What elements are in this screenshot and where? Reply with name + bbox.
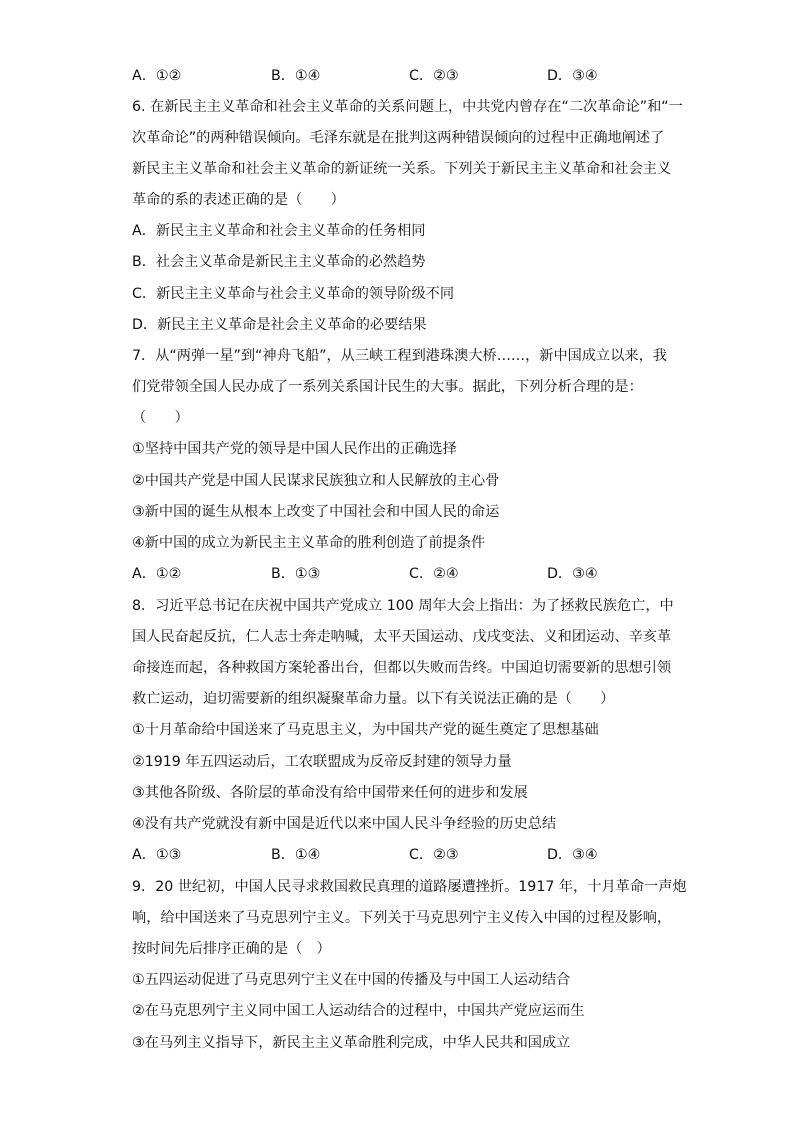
q8-stem-line-4: 救亡运动，迫切需要新的组织凝聚革命力量。以下有关说法正确的是（ ） [132, 691, 615, 707]
q8-statement-4: ④没有共产党就没有新中国是近代以来中国人民斗争经验的历史总结 [132, 816, 557, 832]
q6-choice-c[interactable]: C．新民主主义革命与社会主义革命的领导阶级不同 [132, 286, 455, 302]
q8-option-b[interactable]: B．①④ [271, 847, 321, 863]
q8-stem-line-1: 8．习近平总书记在庆祝中国共产党成立 100 周年大会上指出：为了拯救民族危亡，中 [132, 598, 674, 614]
options-row-prev [132, 66, 672, 86]
q8-stem-line-3: 命接连而起，各种救国方案轮番出台，但都以失败而告终。中国迫切需要新的思想引领 [132, 660, 672, 676]
option-b[interactable]: B．①④ [271, 68, 321, 84]
q9-stem-line-3: 按时间先后排序正确的是（ ） [132, 941, 331, 957]
q7-option-d[interactable]: D．③④ [547, 566, 598, 582]
q9-statement-3: ③在马列主义指导下，新民主主义革命胜利完成，中华人民共和国成立 [132, 1035, 571, 1051]
q9-statement-2: ②在马克思列宁主义同中国工人运动结合的过程中，中国共产党应运而生 [132, 1003, 585, 1019]
q6-stem-line-4: 革命的系的表述正确的是（ ） [132, 192, 345, 208]
q8-option-a[interactable]: A．①③ [132, 847, 182, 863]
q7-stem-line-1: 7．从“两弹一星”到“神舟飞船”，从三峡工程到港珠澳大桥……，新中国成立以来，我 [132, 348, 667, 364]
q8-statement-1: ①十月革命给中国送来了马克思主义，为中国共产党的诞生奠定了思想基础 [132, 722, 599, 738]
q7-option-a[interactable]: A．①② [132, 566, 182, 582]
q8-option-d[interactable]: D．③④ [547, 847, 598, 863]
q7-statement-2: ②中国共产党是中国人民谋求民族独立和人民解放的主心骨 [132, 473, 500, 489]
q7-options-row [132, 564, 672, 584]
q8-statement-3: ③其他各阶级、各阶层的革命没有给中国带来任何的进步和发展 [132, 785, 528, 801]
q6-choice-a[interactable]: A．新民主主义革命和社会主义革命的任务相同 [132, 223, 426, 239]
q7-stem-line-3: （ ） [132, 410, 189, 426]
option-a[interactable]: A．①② [132, 68, 182, 84]
q7-statement-3: ③新中国的诞生从根本上改变了中国社会和中国人民的命运 [132, 504, 500, 520]
q7-stem-line-2: 们党带领全国人民办成了一系列关系国计民生的大事。据此，下列分析合理的是： [132, 379, 643, 395]
q7-statement-1: ①坚持中国共产党的领导是中国人民作出的正确选择 [132, 441, 457, 457]
q6-choice-d[interactable]: D．新民主主义革命是社会主义革命的必要结果 [132, 317, 427, 333]
option-c[interactable]: C．②③ [409, 68, 459, 84]
q6-stem-line-2: 次革命论”的两种错误倾向。毛泽东就是在批判这两种错误倾向的过程中正确地阐述了 [132, 130, 665, 146]
q6-stem-line-1: 6. 在新民主主义革命和社会主义革命的关系问题上，中共党内曾存在“二次革命论”和“一 [132, 99, 683, 115]
q8-option-c[interactable]: C．②③ [409, 847, 459, 863]
q8-statement-2: ②1919 年五四运动后，工农联盟成为反帝反封建的领导力量 [132, 754, 512, 770]
q9-statement-1: ①五四运动促进了马克思列宁主义在中国的传播及与中国工人运动结合 [132, 972, 571, 988]
q7-statement-4: ④新中国的成立为新民主主义革命的胜利创造了前提条件 [132, 535, 486, 551]
q9-stem-line-2: 响，给中国送来了马克思列宁主义。下列关于马克思列宁主义传入中国的过程及影响， [132, 910, 672, 926]
q9-stem-line-1: 9．20 世纪初，中国人民寻求救国救民真理的道路屡遭挫折。1917 年，十月革命一声炮 [132, 879, 687, 895]
q8-stem-line-2: 国人民奋起反抗，仁人志士奔走呐喊，太平天国运动、戊戌变法、义和团运动、辛亥革 [132, 629, 672, 645]
q7-option-b[interactable]: B．①③ [271, 566, 321, 582]
q6-stem-line-3: 新民主主义革命和社会主义革命的新证统一关系。下列关于新民主主义革命和社会主义 [132, 161, 672, 177]
q7-option-c[interactable]: C．②④ [409, 566, 459, 582]
option-d[interactable]: D．③④ [547, 68, 598, 84]
q6-choice-b[interactable]: B．社会主义革命是新民主主义革命的必然趋势 [132, 254, 426, 270]
q8-options-row [132, 845, 672, 865]
